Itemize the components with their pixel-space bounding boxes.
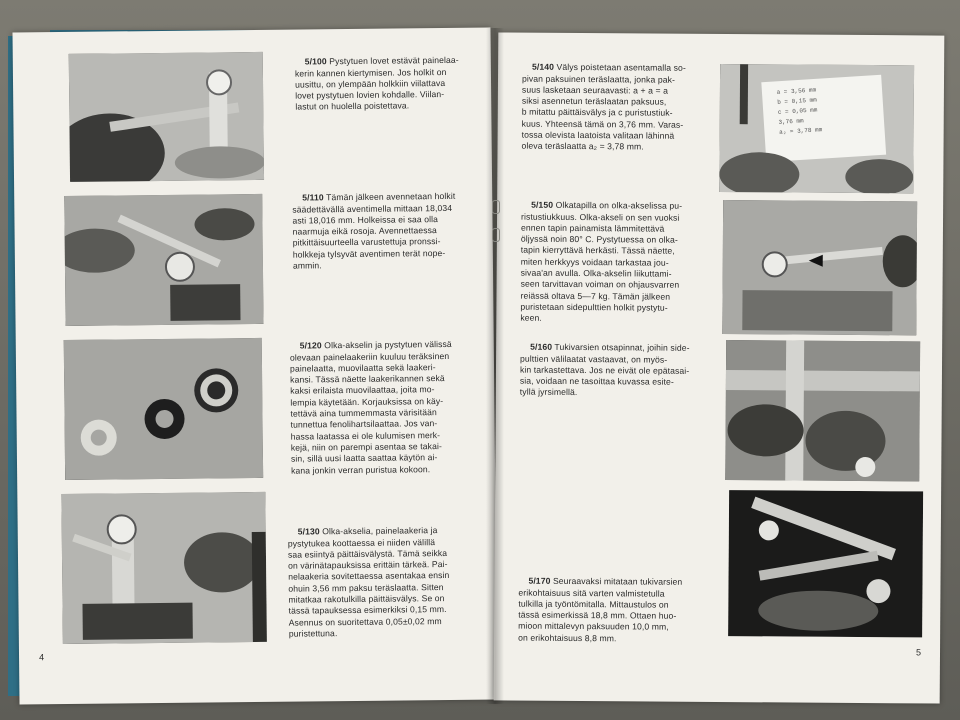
photo-feeler-gauge-measurement [61, 492, 267, 644]
caption-5-100: 5/100 Pystytuen lovet estävät painelaa- kerin kannen kiertymisen. Jos holkit on uusittu, on ylempään holkkiin viilattava lovet pystytuen lovien kohdalle. Viilan- lastut on huolella poistettava. [294, 55, 459, 113]
page-number-left: 4 [38, 652, 45, 663]
note-line: c = 0,05 mm [777, 106, 818, 116]
photo-spring-balance-check [722, 200, 917, 335]
photo-milling-support-arms [725, 340, 920, 481]
note-card-text [776, 82, 879, 138]
note-line: a₂ = 3,78 mm [778, 126, 823, 136]
caption-5-150: 5/150 Olkatapilla on olka-akselissa pu- ristustiukkuus. Olka-akseli on sen vuoksi ennen tapin painamista lämmitettävä öljyssä noin 80° C. Pystytuessa on olka- tapin kierryttävä herkästi. Tässä näette, miten herkkyys voidaan tarkastaa jou- sivaa'an avulla. Olka-akselin liikuttami- seen tarvittavan voiman on ohjausvarren reiässä oltava 5—7 kg. Tämän jälkeen puristetaan sidepulttien holkit pystytu- keen. [520, 199, 683, 324]
staple-bottom [492, 228, 500, 242]
caption-5-110: 5/110 Tämän jälkeen avennetaan holkit säädettävällä aventimella mittaan 18,034 asti 18,016 mm. Holkeissa ei saa olla naarmuja eikä rosoja. Avennettaessa pitkittäisuurteella varustettuja pronssi- holkkeja tylsyvät aventimen terät nope- ammin. [292, 191, 456, 271]
caption-5-170: 5/170 Seuraavaksi mitataan tukivarsien erikohtaisuus sitä varten valmistetulla tulkilla ja työntömitalla. Mittaustulos on tässä esimerkissä 18,8 mm. Ottaen huo- mioon mittalevyn paksuuden 10,0 mm, on erikohtaisuus 8,8 mm. [518, 575, 683, 644]
caption-5-140: 5/140 Välys poistetaan asentamalla so- pivan paksuinen teräslaatta, jonka pak- suus lasketaan seuraavasti: a + a = a siksi asennetun teräslaatan paksuus, b mitattu päittäisvälys ja c puristustiuk- kuus. Yhteensä tämä on 3,76 mm. Varas- tossa olevista laatoista valitaan lähinnä oleva teräslaatta a₂ = 3,78 mm. [521, 61, 686, 152]
page-number-right: 5 [915, 647, 922, 658]
photo-bearing-washers [64, 338, 263, 480]
photo-reaming-bushings [64, 194, 263, 326]
caption-5-160: 5/160 Tukivarsien otsapinnat, joihin side- pulttien välilaatat vastaavat, on myös- kin tarkastettava. Jos ne eivät ole epätasai- sia, voidaan ne tasoittaa kuvassa esite- tyllä jyrsimellä. [519, 341, 690, 398]
photo-filing-bearing-post [69, 52, 264, 182]
note-line: 3,76 mm [778, 117, 804, 126]
caption-5-120: 5/120 Olka-akselin ja pystytuen välissä olevaan painelaakeriin kuuluu teräksinen painelaatta, muovilaatta sekä laakeri- kansi. Tässä näette laakerikannen sekä kaksi erilaista muovilaattaa, joita mo- lempia käytetään. Korjauksissa on käy- tettävä aina tummemmasta värisitään tunnettua fenolihartsilaattaa. Jos van- hassa laatassa ei ole kulumisen merk- kejä, niin on parempi asentaa se takai- sin, sillä uusi laatta saattaa käytön ai- kana jonkin verran puristua kokoon. [289, 339, 452, 476]
right-page [494, 32, 945, 703]
photo-gauge-measurement [728, 490, 923, 637]
caption-5-130: 5/130 Olka-akselia, painelaakeria ja pystytukea koottaessa ei niiden välillä saa esiintyä päittäisvälystä. Tämä seikka on värinätapauksissa erittäin tärkeä. Pai- nelaakeria sovitettaessa asentakaa ensin ohuin 3,56 mm paksu teräslaatta. Sitten mitatkaa rakotulkilla päittäisvälys. Se on tässä tapauksessa esimerkiksi 0,15 mm. Asennus on suoritettava 0,05±0,02 mm puristettuna. [287, 525, 450, 639]
left-page [12, 28, 497, 705]
book-gutter [486, 28, 504, 704]
staple-top [492, 200, 500, 214]
note-line: b = 0,15 mm [777, 96, 817, 106]
photo-calculation-note [719, 64, 914, 193]
note-line: a = 3,56 mm [776, 86, 817, 96]
